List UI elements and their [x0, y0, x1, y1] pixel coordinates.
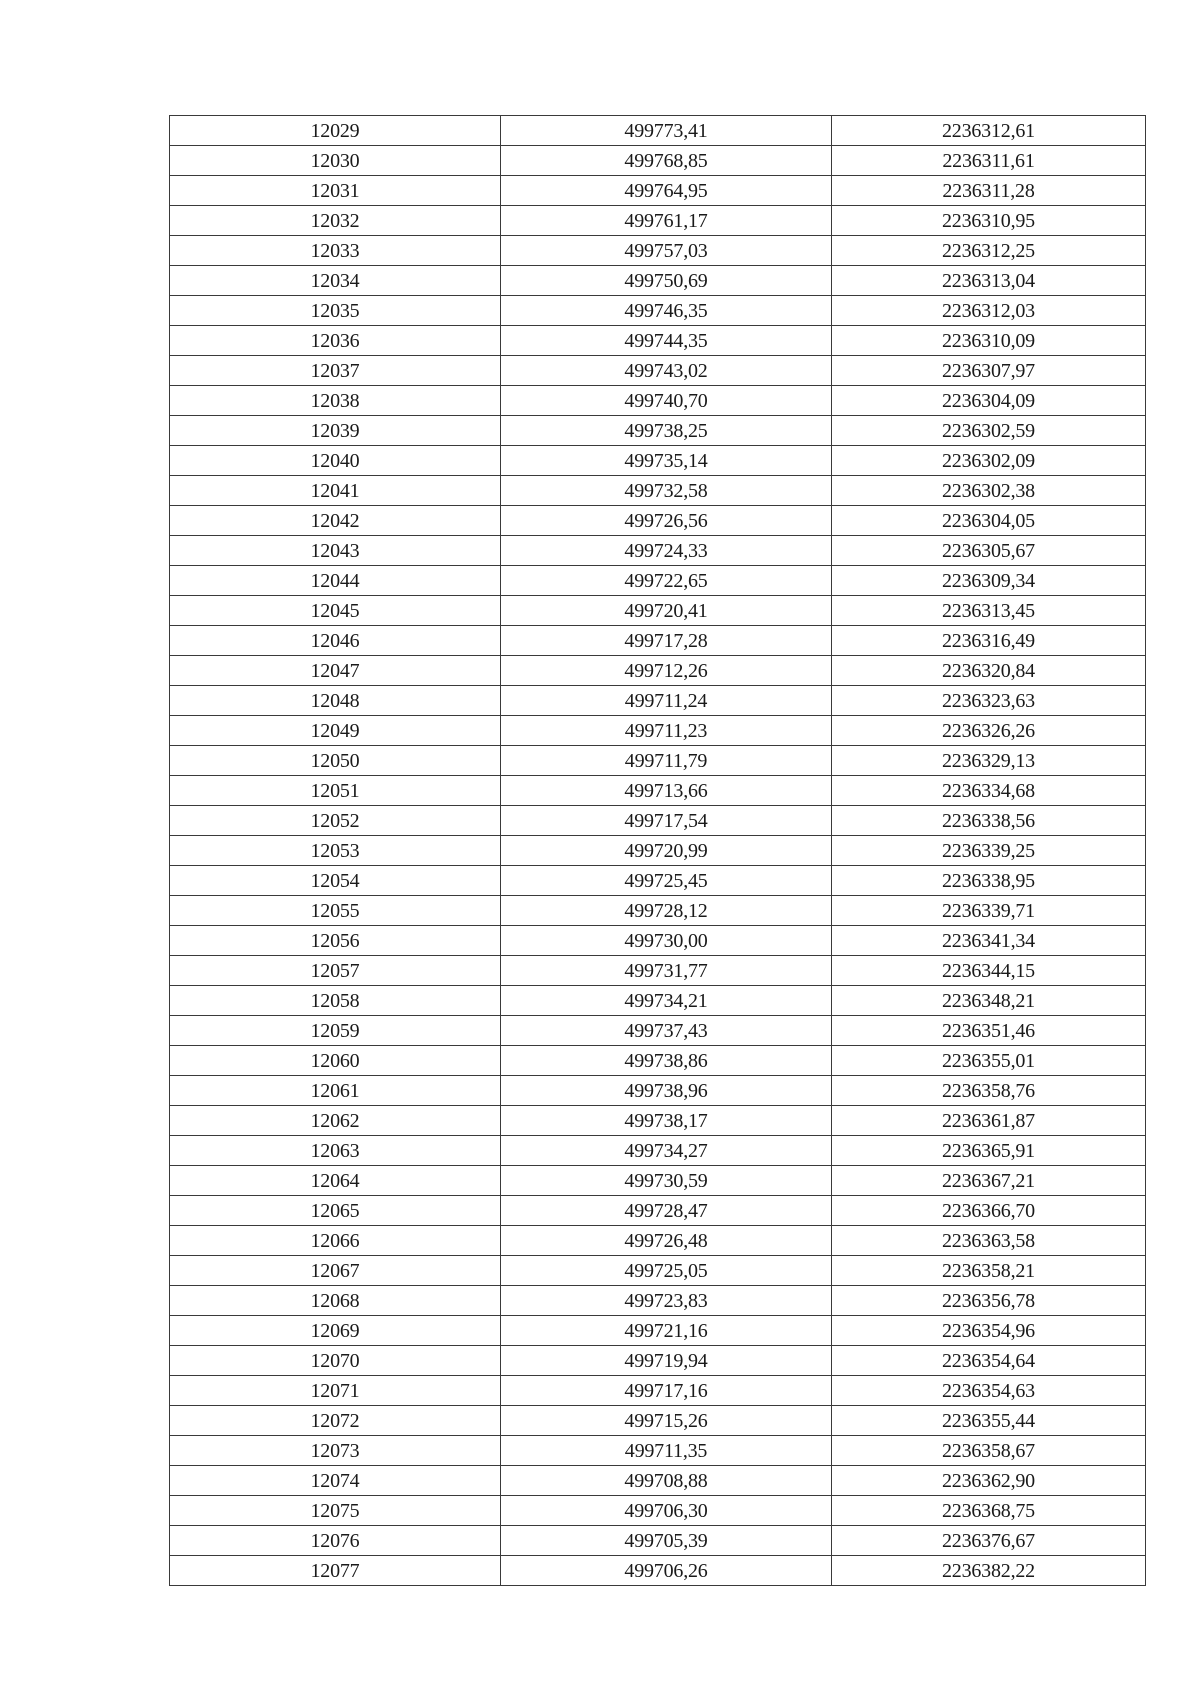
point-number-cell: 12075 — [170, 1496, 501, 1526]
x-coordinate-cell: 499725,45 — [501, 866, 832, 896]
table-row — [170, 356, 1146, 386]
table-row — [170, 596, 1146, 626]
y-coordinate-cell: 2236362,90 — [832, 1466, 1146, 1496]
x-coordinate-cell: 499705,39 — [501, 1526, 832, 1556]
table-row — [170, 716, 1146, 746]
point-number-cell: 12031 — [170, 176, 501, 206]
point-number-cell: 12076 — [170, 1526, 501, 1556]
y-coordinate-cell: 2236382,22 — [832, 1556, 1146, 1586]
point-number-cell: 12072 — [170, 1406, 501, 1436]
table-row — [170, 1226, 1146, 1256]
table-row — [170, 1556, 1146, 1586]
point-number-cell: 12058 — [170, 986, 501, 1016]
table-row — [170, 1136, 1146, 1166]
table-row — [170, 1046, 1146, 1076]
point-number-cell: 12040 — [170, 446, 501, 476]
y-coordinate-cell: 2236339,25 — [832, 836, 1146, 866]
x-coordinate-cell: 499711,35 — [501, 1436, 832, 1466]
table-row — [170, 746, 1146, 776]
x-coordinate-cell: 499726,56 — [501, 506, 832, 536]
table-row — [170, 446, 1146, 476]
table-row — [170, 1286, 1146, 1316]
x-coordinate-cell: 499717,16 — [501, 1376, 832, 1406]
x-coordinate-cell: 499732,58 — [501, 476, 832, 506]
x-coordinate-cell: 499717,28 — [501, 626, 832, 656]
point-number-cell: 12049 — [170, 716, 501, 746]
point-number-cell: 12032 — [170, 206, 501, 236]
point-number-cell: 12062 — [170, 1106, 501, 1136]
table-row — [170, 956, 1146, 986]
x-coordinate-cell: 499757,03 — [501, 236, 832, 266]
point-number-cell: 12044 — [170, 566, 501, 596]
table-row — [170, 1436, 1146, 1466]
y-coordinate-cell: 2236361,87 — [832, 1106, 1146, 1136]
y-coordinate-cell: 2236376,67 — [832, 1526, 1146, 1556]
table-row — [170, 386, 1146, 416]
x-coordinate-cell: 499746,35 — [501, 296, 832, 326]
point-number-cell: 12038 — [170, 386, 501, 416]
table-row — [170, 1316, 1146, 1346]
table-row — [170, 896, 1146, 926]
y-coordinate-cell: 2236366,70 — [832, 1196, 1146, 1226]
table-row — [170, 566, 1146, 596]
point-number-cell: 12061 — [170, 1076, 501, 1106]
x-coordinate-cell: 499719,94 — [501, 1346, 832, 1376]
x-coordinate-cell: 499711,79 — [501, 746, 832, 776]
y-coordinate-cell: 2236339,71 — [832, 896, 1146, 926]
y-coordinate-cell: 2236367,21 — [832, 1166, 1146, 1196]
x-coordinate-cell: 499720,41 — [501, 596, 832, 626]
point-number-cell: 12030 — [170, 146, 501, 176]
x-coordinate-cell: 499735,14 — [501, 446, 832, 476]
y-coordinate-cell: 2236358,67 — [832, 1436, 1146, 1466]
x-coordinate-cell: 499706,26 — [501, 1556, 832, 1586]
y-coordinate-cell: 2236326,26 — [832, 716, 1146, 746]
point-number-cell: 12029 — [170, 116, 501, 146]
point-number-cell: 12069 — [170, 1316, 501, 1346]
point-number-cell: 12053 — [170, 836, 501, 866]
point-number-cell: 12057 — [170, 956, 501, 986]
point-number-cell: 12034 — [170, 266, 501, 296]
table-row — [170, 656, 1146, 686]
x-coordinate-cell: 499750,69 — [501, 266, 832, 296]
x-coordinate-cell: 499712,26 — [501, 656, 832, 686]
x-coordinate-cell: 499717,54 — [501, 806, 832, 836]
x-coordinate-cell: 499773,41 — [501, 116, 832, 146]
point-number-cell: 12043 — [170, 536, 501, 566]
y-coordinate-cell: 2236354,63 — [832, 1376, 1146, 1406]
x-coordinate-cell: 499731,77 — [501, 956, 832, 986]
point-number-cell: 12064 — [170, 1166, 501, 1196]
x-coordinate-cell: 499743,02 — [501, 356, 832, 386]
y-coordinate-cell: 2236312,61 — [832, 116, 1146, 146]
table-row — [170, 1196, 1146, 1226]
x-coordinate-cell: 499724,33 — [501, 536, 832, 566]
point-number-cell: 12048 — [170, 686, 501, 716]
x-coordinate-cell: 499728,47 — [501, 1196, 832, 1226]
x-coordinate-cell: 499711,23 — [501, 716, 832, 746]
y-coordinate-cell: 2236368,75 — [832, 1496, 1146, 1526]
x-coordinate-cell: 499738,86 — [501, 1046, 832, 1076]
y-coordinate-cell: 2236304,05 — [832, 506, 1146, 536]
table-row — [170, 1496, 1146, 1526]
table-row — [170, 1466, 1146, 1496]
x-coordinate-cell: 499726,48 — [501, 1226, 832, 1256]
point-number-cell: 12041 — [170, 476, 501, 506]
table-row — [170, 986, 1146, 1016]
x-coordinate-cell: 499737,43 — [501, 1016, 832, 1046]
y-coordinate-cell: 2236354,96 — [832, 1316, 1146, 1346]
x-coordinate-cell: 499738,25 — [501, 416, 832, 446]
y-coordinate-cell: 2236348,21 — [832, 986, 1146, 1016]
y-coordinate-cell: 2236312,25 — [832, 236, 1146, 266]
table-row — [170, 116, 1146, 146]
table-row — [170, 1346, 1146, 1376]
table-row — [170, 626, 1146, 656]
y-coordinate-cell: 2236304,09 — [832, 386, 1146, 416]
y-coordinate-cell: 2236302,09 — [832, 446, 1146, 476]
x-coordinate-cell: 499761,17 — [501, 206, 832, 236]
table-row — [170, 836, 1146, 866]
coordinates-table-body — [170, 116, 1146, 1586]
point-number-cell: 12077 — [170, 1556, 501, 1586]
point-number-cell: 12073 — [170, 1436, 501, 1466]
point-number-cell: 12050 — [170, 746, 501, 776]
point-number-cell: 12047 — [170, 656, 501, 686]
y-coordinate-cell: 2236323,63 — [832, 686, 1146, 716]
table-row — [170, 1256, 1146, 1286]
y-coordinate-cell: 2236311,61 — [832, 146, 1146, 176]
x-coordinate-cell: 499722,65 — [501, 566, 832, 596]
point-number-cell: 12042 — [170, 506, 501, 536]
y-coordinate-cell: 2236338,95 — [832, 866, 1146, 896]
point-number-cell: 12074 — [170, 1466, 501, 1496]
table-row — [170, 176, 1146, 206]
y-coordinate-cell: 2236365,91 — [832, 1136, 1146, 1166]
x-coordinate-cell: 499738,17 — [501, 1106, 832, 1136]
point-number-cell: 12036 — [170, 326, 501, 356]
point-number-cell: 12056 — [170, 926, 501, 956]
table-row — [170, 1406, 1146, 1436]
table-row — [170, 1106, 1146, 1136]
point-number-cell: 12059 — [170, 1016, 501, 1046]
y-coordinate-cell: 2236302,38 — [832, 476, 1146, 506]
y-coordinate-cell: 2236354,64 — [832, 1346, 1146, 1376]
x-coordinate-cell: 499706,30 — [501, 1496, 832, 1526]
x-coordinate-cell: 499715,26 — [501, 1406, 832, 1436]
y-coordinate-cell: 2236355,44 — [832, 1406, 1146, 1436]
x-coordinate-cell: 499730,00 — [501, 926, 832, 956]
x-coordinate-cell: 499740,70 — [501, 386, 832, 416]
table-row — [170, 236, 1146, 266]
point-number-cell: 12066 — [170, 1226, 501, 1256]
point-number-cell: 12067 — [170, 1256, 501, 1286]
point-number-cell: 12071 — [170, 1376, 501, 1406]
y-coordinate-cell: 2236320,84 — [832, 656, 1146, 686]
y-coordinate-cell: 2236313,45 — [832, 596, 1146, 626]
y-coordinate-cell: 2236309,34 — [832, 566, 1146, 596]
point-number-cell: 12054 — [170, 866, 501, 896]
point-number-cell: 12033 — [170, 236, 501, 266]
point-number-cell: 12037 — [170, 356, 501, 386]
y-coordinate-cell: 2236310,09 — [832, 326, 1146, 356]
table-row — [170, 506, 1146, 536]
x-coordinate-cell: 499725,05 — [501, 1256, 832, 1286]
y-coordinate-cell: 2236355,01 — [832, 1046, 1146, 1076]
table-row — [170, 1376, 1146, 1406]
table-row — [170, 326, 1146, 356]
table-row — [170, 866, 1146, 896]
x-coordinate-cell: 499720,99 — [501, 836, 832, 866]
point-number-cell: 12035 — [170, 296, 501, 326]
table-row — [170, 1166, 1146, 1196]
y-coordinate-cell: 2236329,13 — [832, 746, 1146, 776]
point-number-cell: 12045 — [170, 596, 501, 626]
x-coordinate-cell: 499713,66 — [501, 776, 832, 806]
point-number-cell: 12055 — [170, 896, 501, 926]
point-number-cell: 12063 — [170, 1136, 501, 1166]
y-coordinate-cell: 2236313,04 — [832, 266, 1146, 296]
table-row — [170, 686, 1146, 716]
table-row — [170, 416, 1146, 446]
point-number-cell: 12070 — [170, 1346, 501, 1376]
point-number-cell: 12039 — [170, 416, 501, 446]
y-coordinate-cell: 2236302,59 — [832, 416, 1146, 446]
point-number-cell: 12046 — [170, 626, 501, 656]
table-row — [170, 1076, 1146, 1106]
table-row — [170, 266, 1146, 296]
table-row — [170, 1526, 1146, 1556]
x-coordinate-cell: 499723,83 — [501, 1286, 832, 1316]
x-coordinate-cell: 499734,21 — [501, 986, 832, 1016]
table-row — [170, 806, 1146, 836]
x-coordinate-cell: 499711,24 — [501, 686, 832, 716]
y-coordinate-cell: 2236363,58 — [832, 1226, 1146, 1256]
table-row — [170, 146, 1146, 176]
y-coordinate-cell: 2236311,28 — [832, 176, 1146, 206]
y-coordinate-cell: 2236334,68 — [832, 776, 1146, 806]
table-row — [170, 776, 1146, 806]
point-number-cell: 12065 — [170, 1196, 501, 1226]
x-coordinate-cell: 499728,12 — [501, 896, 832, 926]
y-coordinate-cell: 2236356,78 — [832, 1286, 1146, 1316]
point-number-cell: 12060 — [170, 1046, 501, 1076]
y-coordinate-cell: 2236310,95 — [832, 206, 1146, 236]
point-number-cell: 12051 — [170, 776, 501, 806]
y-coordinate-cell: 2236305,67 — [832, 536, 1146, 566]
x-coordinate-cell: 499738,96 — [501, 1076, 832, 1106]
y-coordinate-cell: 2236312,03 — [832, 296, 1146, 326]
y-coordinate-cell: 2236338,56 — [832, 806, 1146, 836]
y-coordinate-cell: 2236358,76 — [832, 1076, 1146, 1106]
y-coordinate-cell: 2236316,49 — [832, 626, 1146, 656]
x-coordinate-cell: 499764,95 — [501, 176, 832, 206]
point-number-cell: 12052 — [170, 806, 501, 836]
y-coordinate-cell: 2236341,34 — [832, 926, 1146, 956]
x-coordinate-cell: 499708,88 — [501, 1466, 832, 1496]
x-coordinate-cell: 499730,59 — [501, 1166, 832, 1196]
coordinates-table — [169, 115, 1146, 1586]
x-coordinate-cell: 499734,27 — [501, 1136, 832, 1166]
x-coordinate-cell: 499721,16 — [501, 1316, 832, 1346]
point-number-cell: 12068 — [170, 1286, 501, 1316]
x-coordinate-cell: 499744,35 — [501, 326, 832, 356]
table-row — [170, 926, 1146, 956]
table-row — [170, 536, 1146, 566]
y-coordinate-cell: 2236351,46 — [832, 1016, 1146, 1046]
y-coordinate-cell: 2236358,21 — [832, 1256, 1146, 1286]
table-row — [170, 206, 1146, 236]
table-row — [170, 296, 1146, 326]
y-coordinate-cell: 2236344,15 — [832, 956, 1146, 986]
table-row — [170, 476, 1146, 506]
x-coordinate-cell: 499768,85 — [501, 146, 832, 176]
y-coordinate-cell: 2236307,97 — [832, 356, 1146, 386]
table-row — [170, 1016, 1146, 1046]
